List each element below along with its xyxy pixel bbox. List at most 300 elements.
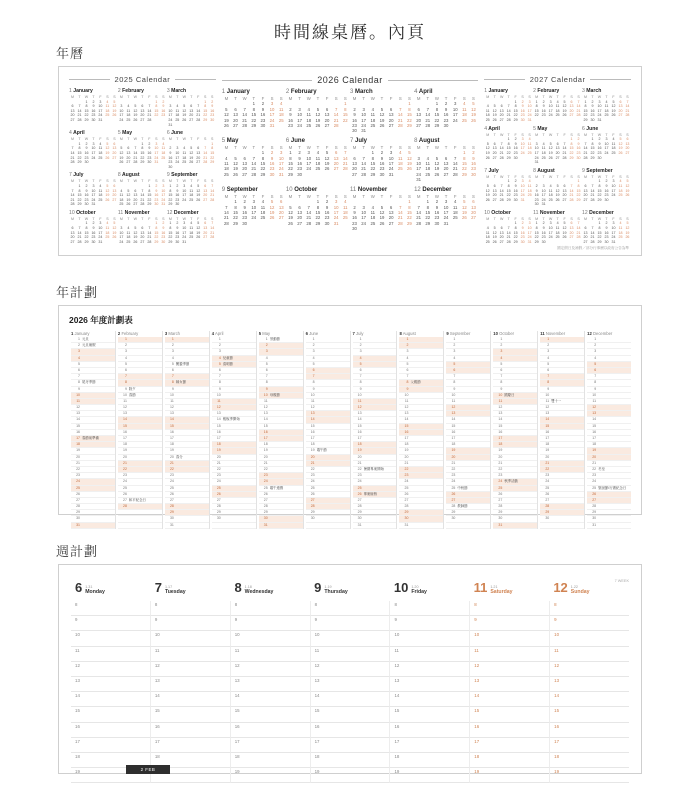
week-hour-cell[interactable]: 17 xyxy=(310,738,390,753)
day-cell: 8 xyxy=(78,188,81,193)
year-plan-day-row[interactable] xyxy=(306,523,350,529)
year-plan-day-row[interactable] xyxy=(399,523,443,529)
day-cell: 15 xyxy=(288,161,293,167)
week-hour-cell[interactable]: 18 xyxy=(310,753,390,768)
week-day-header[interactable] xyxy=(390,577,470,595)
day-cell: 6 xyxy=(197,146,200,151)
day-cell: 2 xyxy=(444,101,448,107)
week-hour-cell[interactable]: 9 xyxy=(469,616,549,631)
day-cell xyxy=(396,226,405,231)
day-cell: 22 xyxy=(513,113,518,118)
week-day-headers xyxy=(71,577,629,595)
day-cell xyxy=(209,123,216,128)
day-number: 3 xyxy=(406,349,409,354)
day-number: 12 xyxy=(592,405,597,410)
week-hour-cell[interactable]: 12 xyxy=(549,662,629,677)
day-cell: 22 xyxy=(147,197,152,202)
day-number: 26 xyxy=(498,491,503,496)
year-plan-day-row[interactable] xyxy=(71,523,115,529)
day-cell: 15 xyxy=(506,188,511,193)
day-cell: 27 xyxy=(70,239,75,244)
day-number: 11 xyxy=(404,398,409,403)
month-week-row xyxy=(582,198,631,203)
weekday-label: T xyxy=(362,144,365,150)
day-cell: 8 xyxy=(507,141,510,146)
day-cell: 5 xyxy=(106,183,109,188)
week-hour-cell[interactable]: 15 xyxy=(389,707,469,722)
day-number: 11 xyxy=(123,398,127,403)
week-hour-cell[interactable]: 16 xyxy=(389,723,469,738)
day-cell xyxy=(249,221,258,226)
day-cell: 14 xyxy=(133,150,138,155)
day-number: 28 xyxy=(357,504,362,509)
week-hour-cell[interactable]: 11 xyxy=(71,647,150,662)
week-hour-cell[interactable]: 17 xyxy=(389,738,469,753)
day-cell: 16 xyxy=(175,230,180,235)
week-hour-cell[interactable]: 10 xyxy=(389,631,469,646)
week-hour-cell[interactable]: 12 xyxy=(71,662,150,677)
weekday-label: F xyxy=(99,95,102,99)
week-hour-cell[interactable]: 14 xyxy=(150,692,230,707)
day-cell: 18 xyxy=(98,150,103,155)
week-hour-cell[interactable]: 18 xyxy=(230,753,310,768)
day-cell: 16 xyxy=(576,146,581,151)
year-plan-day-row[interactable] xyxy=(587,523,631,529)
week-hour-cell[interactable]: 8 xyxy=(469,601,549,616)
day-cell: 16 xyxy=(352,117,357,123)
week-hour-cell[interactable]: 18 xyxy=(150,753,230,768)
week-hour-cell[interactable]: 16 xyxy=(469,723,549,738)
week-hour-cell[interactable]: 17 xyxy=(549,738,629,753)
day-cell: 22 xyxy=(77,197,82,202)
rule-left xyxy=(222,80,312,81)
day-cell: 13 xyxy=(416,112,422,118)
month-week-row xyxy=(222,172,286,177)
week-hour-cell[interactable]: 17 xyxy=(71,738,150,753)
day-cell: 27 xyxy=(583,239,588,244)
week-hour-cell[interactable]: 8 xyxy=(310,601,390,616)
mini-month-name: 1 January xyxy=(484,88,508,94)
year-plan-day-row[interactable] xyxy=(259,523,303,529)
week-hour-cell[interactable]: 17 xyxy=(469,738,549,753)
day-cell: 5 xyxy=(289,204,292,210)
week-hour-cell[interactable]: 15 xyxy=(150,707,230,722)
day-cell: 29 xyxy=(233,220,238,226)
mini-month xyxy=(350,187,414,232)
week-hour-cell[interactable]: 10 xyxy=(310,631,390,646)
day-cell: 8 xyxy=(261,155,265,161)
day-cell: 29 xyxy=(203,117,208,122)
day-number: 12 xyxy=(263,405,268,410)
day-number: 27 xyxy=(216,497,221,502)
day-cell: 26 xyxy=(315,123,321,129)
day-number: 23 xyxy=(357,473,362,478)
day-cell: 22 xyxy=(342,117,348,123)
weekday-label: F xyxy=(612,95,615,99)
week-hour-cell[interactable]: 18 xyxy=(549,753,629,768)
day-cell: 23 xyxy=(161,235,166,240)
week-hour-cell[interactable]: 13 xyxy=(469,677,549,692)
day-cell: 25 xyxy=(555,235,560,240)
week-hour-cell[interactable]: 10 xyxy=(71,631,150,646)
year-plan-day-row[interactable] xyxy=(353,523,397,529)
day-number: 17 xyxy=(123,436,127,440)
weekday-label: S xyxy=(570,132,573,137)
day-number: 28 xyxy=(123,504,127,509)
day-cell: 22 xyxy=(210,155,215,160)
day-cell: 12 xyxy=(189,150,194,155)
week-hour-cell[interactable]: 11 xyxy=(549,647,629,662)
week-hour-cell[interactable]: 15 xyxy=(71,707,150,722)
week-hour-cell[interactable]: 18 xyxy=(389,753,469,768)
day-number: 10 xyxy=(263,392,268,397)
year-column-2027 xyxy=(484,75,631,247)
day-cell: 7 xyxy=(591,183,594,188)
day-cell xyxy=(188,202,195,207)
day-cell: 7 xyxy=(252,155,255,161)
week-hour-cell[interactable]: 11 xyxy=(150,647,230,662)
day-cell: 29 xyxy=(461,171,467,177)
day-cell: 9 xyxy=(176,188,179,193)
day-number: 5 xyxy=(218,361,221,366)
week-day-header[interactable] xyxy=(230,577,310,595)
week-hour-cell[interactable]: 12 xyxy=(469,662,549,677)
day-number: 5 xyxy=(78,361,80,366)
day-number: 6 xyxy=(359,367,362,372)
week-hour-cell[interactable]: 13 xyxy=(150,677,230,692)
year-plan-day-row[interactable] xyxy=(446,523,490,529)
day-cell xyxy=(341,123,350,128)
day-cell xyxy=(610,198,617,203)
day-cell: 14 xyxy=(625,104,630,109)
year-plan-month-column xyxy=(209,331,256,529)
week-hour-cell[interactable]: 14 xyxy=(310,692,390,707)
year-plan-title: 2026 年度計劃表 xyxy=(69,315,133,325)
day-cell: 16 xyxy=(352,215,357,221)
week-hour-cell[interactable]: 10 xyxy=(549,631,629,646)
day-cell: 19 xyxy=(562,230,567,235)
day-number: 15 xyxy=(216,423,221,428)
day-cell: 25 xyxy=(342,215,348,221)
week-hour-cell[interactable]: 19 xyxy=(389,768,469,783)
week-day-header[interactable] xyxy=(71,577,151,595)
week-hour-row xyxy=(71,616,629,631)
week-day-header[interactable] xyxy=(310,577,390,595)
week-hour-cell[interactable]: 19 xyxy=(469,768,549,783)
day-number: 13 xyxy=(357,411,362,416)
weekday-label: W xyxy=(434,193,439,199)
year-plan-day-row[interactable] xyxy=(540,523,584,529)
day-number: 21 xyxy=(123,460,127,465)
day-number: 5 xyxy=(406,361,409,366)
day-cell: 20 xyxy=(562,193,567,198)
day-cell: 10 xyxy=(361,209,367,215)
day-number: 7 xyxy=(453,374,456,379)
week-hour-cell[interactable]: 8 xyxy=(71,601,150,616)
week-hour-cell[interactable]: 9 xyxy=(389,616,469,631)
week-hour-cell[interactable]: 14 xyxy=(389,692,469,707)
day-number: 6 xyxy=(406,367,409,372)
week-hour-cell[interactable]: 9 xyxy=(549,616,629,631)
week-day-header[interactable] xyxy=(151,577,231,595)
day-cell: 12 xyxy=(625,226,630,231)
day-cell xyxy=(617,240,624,245)
week-hour-cell[interactable]: 17 xyxy=(150,738,230,753)
week-hour-cell[interactable]: 19 xyxy=(71,768,150,783)
week-hour-cell[interactable]: 13 xyxy=(310,677,390,692)
day-cell: 9 xyxy=(598,141,601,146)
week-day-number: 10 xyxy=(393,580,409,595)
day-cell: 22 xyxy=(140,155,145,160)
day-cell: 29 xyxy=(260,171,266,177)
weekday-label: W xyxy=(548,132,553,137)
week-hour-cell[interactable]: 19 xyxy=(549,768,629,783)
day-cell: 28 xyxy=(70,160,75,165)
day-cell: 25 xyxy=(485,239,490,244)
day-cell: 3 xyxy=(521,137,524,142)
day-cell: 31 xyxy=(388,171,394,177)
day-cell: 5 xyxy=(113,99,116,104)
day-cell: 11 xyxy=(343,204,348,210)
year-plan-month-header: 5 May xyxy=(258,331,271,336)
day-cell: 5 xyxy=(197,183,200,188)
day-cell: 31 xyxy=(611,239,616,244)
week-hour-cell[interactable]: 8 xyxy=(549,601,629,616)
day-cell: 8 xyxy=(169,226,172,231)
week-hour-cell[interactable]: 10 xyxy=(230,631,310,646)
week-hour-cell[interactable]: 8 xyxy=(150,601,230,616)
day-number: 2 xyxy=(406,343,409,348)
year-plan-day-row[interactable] xyxy=(212,523,256,529)
week-hour-cell[interactable]: 18 xyxy=(469,753,549,768)
week-hour-cell[interactable]: 16 xyxy=(230,723,310,738)
weekday-label: W xyxy=(182,216,186,221)
weekday-label: T xyxy=(362,96,365,101)
day-number: 4 xyxy=(171,355,174,360)
week-day-header[interactable] xyxy=(470,577,550,595)
day-number: 15 xyxy=(310,423,315,428)
day-number: 12 xyxy=(216,405,221,410)
day-cell: 31 xyxy=(527,239,532,244)
week-hour-cell[interactable]: 9 xyxy=(230,616,310,631)
year-plan-day-row[interactable] xyxy=(118,523,162,529)
week-hour-cell[interactable]: 13 xyxy=(230,677,310,692)
day-cell: 13 xyxy=(297,209,302,215)
week-hour-cell[interactable]: 10 xyxy=(469,631,549,646)
week-hour-cell[interactable]: 14 xyxy=(469,692,549,707)
year-plan-day-row[interactable] xyxy=(165,523,209,529)
day-cell: 5 xyxy=(106,141,109,146)
day-cell: 1 xyxy=(507,137,510,142)
week-hour-cell[interactable]: 12 xyxy=(230,662,310,677)
day-cell: 17 xyxy=(548,108,553,113)
week-hour-cell[interactable]: 13 xyxy=(389,677,469,692)
day-cell: 24 xyxy=(527,235,532,240)
weekday-label: W xyxy=(133,137,138,142)
day-cell: 30 xyxy=(210,117,215,122)
day-cell: 27 xyxy=(499,239,504,244)
week-hour-cell[interactable]: 14 xyxy=(549,692,629,707)
mini-month xyxy=(484,88,533,123)
day-cell: 30 xyxy=(576,155,581,160)
day-number: 1 xyxy=(171,337,174,341)
day-cell: 22 xyxy=(583,113,588,118)
day-number: 6 xyxy=(547,367,550,372)
day-number: 30 xyxy=(169,516,174,521)
week-hour-cell[interactable]: 11 xyxy=(469,647,549,662)
day-cell: 27 xyxy=(352,171,357,177)
day-cell: 28 xyxy=(583,155,588,160)
mini-month-name: 6 June xyxy=(285,137,305,144)
day-cell: 13 xyxy=(625,141,630,146)
day-cell: 30 xyxy=(604,239,609,244)
weekday-label: T xyxy=(605,132,608,137)
day-cell: 28 xyxy=(506,117,511,122)
day-cell: 11 xyxy=(182,150,187,155)
day-cell: 7 xyxy=(570,183,573,188)
year-title-2027: 2027 Calendar xyxy=(529,75,586,84)
day-cell xyxy=(547,160,554,165)
day-cell: 29 xyxy=(506,197,511,202)
day-cell: 22 xyxy=(407,117,412,123)
day-cell: 28 xyxy=(147,117,152,122)
day-cell: 22 xyxy=(84,113,89,118)
day-number: 14 xyxy=(404,417,409,422)
weekday-label: T xyxy=(234,193,237,199)
month-tab[interactable]: 2 FEB xyxy=(126,765,170,774)
mini-month-name: 6 June xyxy=(582,125,599,132)
week-hour-cell[interactable]: 19 xyxy=(310,768,390,783)
day-cell: 21 xyxy=(576,108,581,113)
weekday-label: W xyxy=(84,179,89,184)
day-cell: 20 xyxy=(388,117,394,123)
day-cell: 29 xyxy=(513,239,518,244)
day-number: 6 xyxy=(265,367,268,372)
day-number: 15 xyxy=(451,423,456,428)
day-cell: 12 xyxy=(562,226,567,231)
week-hour-cell[interactable]: 11 xyxy=(389,647,469,662)
day-cell: 20 xyxy=(140,113,145,118)
day-cell: 25 xyxy=(618,235,623,240)
mini-month-name: 10 October xyxy=(285,186,318,193)
week-hour-cell[interactable]: 10 xyxy=(150,631,230,646)
week-hour-cell[interactable]: 15 xyxy=(549,707,629,722)
week-hour-cell[interactable]: 13 xyxy=(71,677,150,692)
weekday-label: S xyxy=(528,132,531,137)
week-hour-cell[interactable]: 12 xyxy=(150,662,230,677)
day-cell: 9 xyxy=(591,104,594,109)
day-cell: 27 xyxy=(569,235,574,240)
day-number: 21 xyxy=(498,460,503,465)
day-number: 12 xyxy=(451,405,456,410)
mini-month-name: 10 October xyxy=(69,209,96,216)
day-number: 12 xyxy=(123,405,127,410)
weekday-label: S xyxy=(528,95,531,99)
weekday-label: M xyxy=(416,144,421,150)
week-hour-cell[interactable]: 17 xyxy=(230,738,310,753)
day-cell: 19 xyxy=(485,150,490,155)
week-hour-cell[interactable]: 16 xyxy=(310,723,390,738)
day-cell: 18 xyxy=(260,209,266,215)
week-hour-cell[interactable]: 9 xyxy=(310,616,390,631)
weekday-label: F xyxy=(99,179,102,184)
week-hour-cell[interactable]: 14 xyxy=(71,692,150,707)
day-cell: 29 xyxy=(370,171,376,177)
day-cell xyxy=(195,165,202,170)
day-cell: 16 xyxy=(324,209,330,215)
day-number: 29 xyxy=(451,510,456,515)
week-hour-cell[interactable]: 9 xyxy=(150,616,230,631)
day-cell: 30 xyxy=(168,164,173,169)
day-event-text: 春分 xyxy=(175,454,183,459)
day-cell: 10 xyxy=(388,155,394,161)
week-hour-cell[interactable]: 16 xyxy=(549,723,629,738)
weekday-label: S xyxy=(619,216,622,221)
day-number: 20 xyxy=(404,454,409,459)
week-hour-cell[interactable]: 18 xyxy=(71,753,150,768)
week-hour-cell[interactable]: 11 xyxy=(310,647,390,662)
weekday-label: S xyxy=(398,193,402,199)
day-number: 15 xyxy=(76,423,80,428)
day-number: 23 xyxy=(76,473,80,478)
day-cell: 27 xyxy=(70,117,75,122)
day-cell: 20 xyxy=(492,193,497,198)
day-cell: 18 xyxy=(315,161,321,167)
week-hour-cell[interactable]: 19 xyxy=(230,768,310,783)
day-cell: 21 xyxy=(576,230,581,235)
day-number: 11 xyxy=(217,398,221,403)
day-number: 19 xyxy=(263,448,268,453)
weekday-label: M xyxy=(168,216,172,221)
week-hour-cell[interactable]: 13 xyxy=(549,677,629,692)
weekday-label: F xyxy=(197,137,200,142)
day-cell xyxy=(460,123,469,128)
year-plan-sheet xyxy=(58,305,642,527)
week-hour-cell[interactable]: 15 xyxy=(469,707,549,722)
week-hour-cell[interactable]: 8 xyxy=(230,601,310,616)
weekday-label: S xyxy=(577,95,580,99)
week-day-meta xyxy=(245,585,274,595)
week-hour-cell[interactable]: 14 xyxy=(230,692,310,707)
week-hour-cell[interactable]: 12 xyxy=(389,662,469,677)
day-cell: 11 xyxy=(462,106,467,112)
day-cell: 7 xyxy=(211,221,214,226)
mini-month xyxy=(350,89,414,134)
day-number: 4 xyxy=(359,355,362,360)
week-hour-cell[interactable]: 11 xyxy=(230,647,310,662)
day-cell: 7 xyxy=(71,188,74,193)
day-cell: 11 xyxy=(548,188,553,193)
day-cell: 22 xyxy=(534,235,539,240)
day-number: 8 xyxy=(124,380,127,385)
day-cell: 14 xyxy=(210,188,215,193)
weekday-label: M xyxy=(168,179,172,184)
year-plan-day-row[interactable] xyxy=(493,523,537,529)
week-hour-cell[interactable]: 16 xyxy=(150,723,230,738)
day-cell: 4 xyxy=(225,155,228,161)
week-hour-cell[interactable]: 16 xyxy=(71,723,150,738)
day-number: 27 xyxy=(76,497,80,502)
week-hour-cell[interactable]: 15 xyxy=(230,707,310,722)
week-hour-cell[interactable]: 12 xyxy=(310,662,390,677)
week-hour-cell[interactable]: 15 xyxy=(310,707,390,722)
day-cell: 3 xyxy=(542,183,545,188)
week-hour-cell[interactable]: 8 xyxy=(389,601,469,616)
day-cell: 15 xyxy=(534,230,539,235)
day-cell: 11 xyxy=(398,155,403,161)
day-cell: 18 xyxy=(161,150,166,155)
week-hour-cell[interactable]: 9 xyxy=(71,616,150,631)
